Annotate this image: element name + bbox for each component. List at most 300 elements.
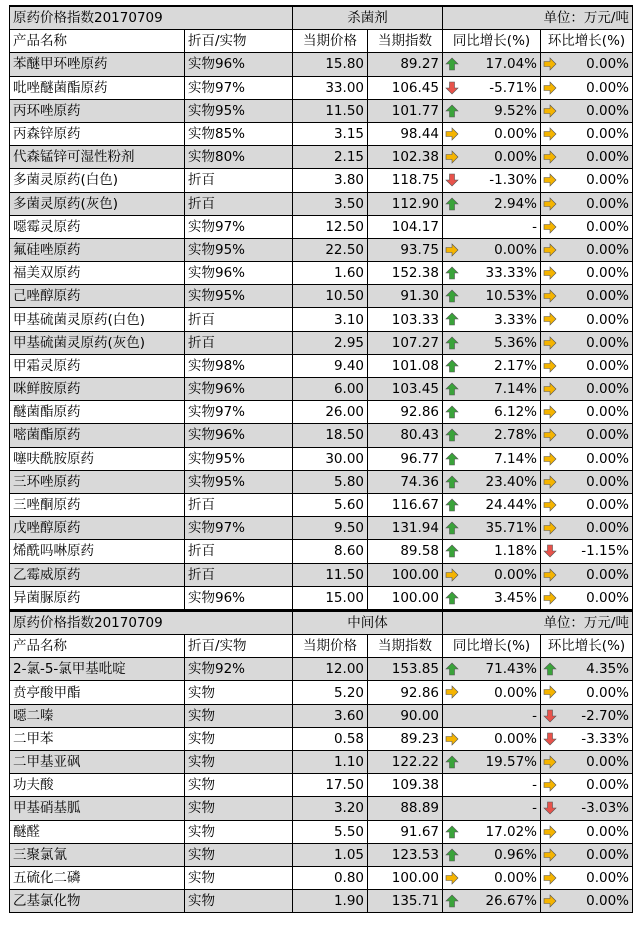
index-cell: 123.53 xyxy=(368,843,443,866)
up-arrow-icon xyxy=(445,382,459,396)
index-cell: 135.71 xyxy=(368,890,443,913)
index-cell: 100.00 xyxy=(368,586,443,609)
basis-cell: 实物96% xyxy=(185,378,293,401)
yoy-cell xyxy=(443,192,541,215)
right-arrow-icon xyxy=(543,127,557,141)
yoy-value: 0.00% xyxy=(494,870,537,887)
mom-cell xyxy=(541,681,633,704)
mom-value: 0.00% xyxy=(586,102,629,119)
mom-cell xyxy=(541,704,633,727)
product-name-cell: 咪鲜胺原药 xyxy=(10,378,185,401)
price-cell: 6.00 xyxy=(293,378,368,401)
yoy-cell xyxy=(443,169,541,192)
right-arrow-icon xyxy=(543,871,557,885)
table-row xyxy=(10,308,633,331)
yoy-value: 9.52% xyxy=(494,102,537,119)
product-name-cell: 甲基硝基胍 xyxy=(10,797,185,820)
yoy-cell xyxy=(443,493,541,516)
product-name-cell: 嘧菌酯原药 xyxy=(10,424,185,447)
yoy-cell xyxy=(443,262,541,285)
up-arrow-icon xyxy=(445,104,459,118)
header-yoy: 同比增长(%) xyxy=(443,30,541,53)
product-name-cell: 三唑酮原药 xyxy=(10,493,185,516)
mom-value: 0.00% xyxy=(586,473,629,490)
yoy-value: - xyxy=(532,707,537,724)
table-row xyxy=(10,401,633,424)
index-cell: 96.77 xyxy=(368,447,443,470)
table-row xyxy=(10,285,633,308)
index-cell: 101.08 xyxy=(368,354,443,377)
right-arrow-icon xyxy=(445,150,459,164)
mom-value: 0.00% xyxy=(586,357,629,374)
mom-cell xyxy=(541,424,633,447)
yoy-value: 2.94% xyxy=(494,195,537,212)
basis-cell: 实物95% xyxy=(185,447,293,470)
mom-cell xyxy=(541,99,633,122)
price-cell: 0.80 xyxy=(293,866,368,889)
price-cell: 11.50 xyxy=(293,563,368,586)
price-cell: 10.50 xyxy=(293,285,368,308)
table-row xyxy=(10,797,633,820)
basis-cell: 实物 xyxy=(185,774,293,797)
price-cell: 2.95 xyxy=(293,331,368,354)
right-arrow-icon xyxy=(445,127,459,141)
mom-cell xyxy=(541,866,633,889)
table-row xyxy=(10,704,633,727)
mom-cell xyxy=(541,53,633,76)
yoy-value: 17.04% xyxy=(485,56,537,73)
mom-value: 0.00% xyxy=(586,334,629,351)
yoy-value: 3.45% xyxy=(494,589,537,606)
yoy-cell xyxy=(443,563,541,586)
header-price: 当期价格 xyxy=(293,635,368,658)
yoy-cell xyxy=(443,890,541,913)
right-arrow-icon xyxy=(543,778,557,792)
basis-cell: 实物98% xyxy=(185,354,293,377)
index-cell: 91.67 xyxy=(368,820,443,843)
basis-cell: 实物 xyxy=(185,681,293,704)
price-cell: 22.50 xyxy=(293,238,368,261)
yoy-value: 35.71% xyxy=(485,520,537,537)
section-category: 中间体 xyxy=(293,611,443,635)
yoy-cell xyxy=(443,751,541,774)
header-product-name: 产品名称 xyxy=(10,635,185,658)
index-cell: 92.86 xyxy=(368,681,443,704)
index-cell: 92.86 xyxy=(368,401,443,424)
basis-cell: 实物96% xyxy=(185,586,293,609)
index-cell: 116.67 xyxy=(368,493,443,516)
table-row xyxy=(10,586,633,609)
yoy-cell xyxy=(443,146,541,169)
basis-cell: 折百 xyxy=(185,169,293,192)
header-product-name: 产品名称 xyxy=(10,30,185,53)
basis-cell: 实物95% xyxy=(185,238,293,261)
basis-cell: 实物85% xyxy=(185,122,293,145)
mom-cell xyxy=(541,774,633,797)
table-row xyxy=(10,843,633,866)
product-name-cell: 三环唑原药 xyxy=(10,470,185,493)
up-arrow-icon xyxy=(445,848,459,862)
index-cell: 118.75 xyxy=(368,169,443,192)
table-row xyxy=(10,890,633,913)
product-name-cell: 乙基氯化物 xyxy=(10,890,185,913)
yoy-value: 33.33% xyxy=(485,265,537,282)
mom-value: 0.00% xyxy=(586,566,629,583)
index-cell: 89.27 xyxy=(368,53,443,76)
yoy-value: - xyxy=(532,800,537,817)
product-name-cell: 戊唑醇原药 xyxy=(10,517,185,540)
index-cell: 89.58 xyxy=(368,540,443,563)
yoy-value: 5.36% xyxy=(494,334,537,351)
mom-cell xyxy=(541,146,633,169)
yoy-value: 2.78% xyxy=(494,427,537,444)
yoy-value: -1.30% xyxy=(489,172,537,189)
table-row xyxy=(10,331,633,354)
price-cell: 12.00 xyxy=(293,658,368,681)
table-row xyxy=(10,53,633,76)
section-title-row xyxy=(10,611,633,635)
yoy-value: 0.00% xyxy=(494,684,537,701)
right-arrow-icon xyxy=(445,732,459,746)
table-row xyxy=(10,517,633,540)
mom-value: 0.00% xyxy=(586,56,629,73)
mom-value: 0.00% xyxy=(586,79,629,96)
mom-cell xyxy=(541,658,633,681)
mom-cell xyxy=(541,797,633,820)
price-cell: 3.20 xyxy=(293,797,368,820)
index-cell: 104.17 xyxy=(368,215,443,238)
mom-value: 0.00% xyxy=(586,195,629,212)
table-row xyxy=(10,820,633,843)
price-cell: 5.20 xyxy=(293,681,368,704)
price-cell: 8.60 xyxy=(293,540,368,563)
right-arrow-icon xyxy=(543,825,557,839)
right-arrow-icon xyxy=(543,359,557,373)
yoy-cell xyxy=(443,540,541,563)
right-arrow-icon xyxy=(543,57,557,71)
basis-cell: 折百 xyxy=(185,563,293,586)
table-row xyxy=(10,238,633,261)
price-cell: 2.15 xyxy=(293,146,368,169)
basis-cell: 实物 xyxy=(185,890,293,913)
table-row xyxy=(10,424,633,447)
basis-cell: 实物 xyxy=(185,843,293,866)
price-table xyxy=(9,610,633,913)
table-row xyxy=(10,378,633,401)
basis-cell: 实物92% xyxy=(185,658,293,681)
up-arrow-icon xyxy=(445,289,459,303)
index-cell: 100.00 xyxy=(368,866,443,889)
product-name-cell: 二甲基亚砜 xyxy=(10,751,185,774)
section-unit: 单位：万元/吨 xyxy=(443,611,633,635)
mom-value: 4.35% xyxy=(586,661,629,678)
mom-cell xyxy=(541,401,633,424)
section-unit: 单位：万元/吨 xyxy=(443,6,633,30)
right-arrow-icon xyxy=(543,428,557,442)
mom-value: 0.00% xyxy=(586,497,629,514)
mom-value: 0.00% xyxy=(586,172,629,189)
mom-cell xyxy=(541,378,633,401)
yoy-cell xyxy=(443,53,541,76)
right-arrow-icon xyxy=(543,405,557,419)
up-arrow-icon xyxy=(445,544,459,558)
index-cell: 98.44 xyxy=(368,122,443,145)
yoy-cell xyxy=(443,285,541,308)
basis-cell: 折百 xyxy=(185,540,293,563)
product-name-cell: 甲霜灵原药 xyxy=(10,354,185,377)
index-cell: 131.94 xyxy=(368,517,443,540)
product-name-cell: 丙森锌原药 xyxy=(10,122,185,145)
basis-cell: 实物96% xyxy=(185,53,293,76)
right-arrow-icon xyxy=(543,498,557,512)
yoy-cell xyxy=(443,401,541,424)
yoy-value: 0.00% xyxy=(494,566,537,583)
basis-cell: 实物96% xyxy=(185,424,293,447)
product-name-cell: 醚醛 xyxy=(10,820,185,843)
price-cell: 15.80 xyxy=(293,53,368,76)
index-cell: 102.38 xyxy=(368,146,443,169)
basis-cell: 折百 xyxy=(185,493,293,516)
price-cell: 12.50 xyxy=(293,215,368,238)
table-row xyxy=(10,169,633,192)
yoy-cell xyxy=(443,331,541,354)
price-table xyxy=(9,5,633,610)
price-cell: 15.00 xyxy=(293,586,368,609)
index-cell: 153.85 xyxy=(368,658,443,681)
yoy-cell xyxy=(443,308,541,331)
yoy-cell xyxy=(443,820,541,843)
basis-cell: 实物97% xyxy=(185,215,293,238)
yoy-cell xyxy=(443,517,541,540)
mom-value: 0.00% xyxy=(586,218,629,235)
basis-cell: 实物97% xyxy=(185,401,293,424)
header-index: 当期指数 xyxy=(368,635,443,658)
index-cell: 80.43 xyxy=(368,424,443,447)
basis-cell: 实物 xyxy=(185,820,293,843)
index-cell: 88.89 xyxy=(368,797,443,820)
mom-value: 0.00% xyxy=(586,870,629,887)
down-arrow-icon xyxy=(543,732,557,746)
yoy-value: 24.44% xyxy=(485,497,537,514)
mom-value: 0.00% xyxy=(586,520,629,537)
yoy-cell xyxy=(443,843,541,866)
product-name-cell: 2-氯-5-氯甲基吡啶 xyxy=(10,658,185,681)
yoy-value: 1.18% xyxy=(494,543,537,560)
price-cell: 9.40 xyxy=(293,354,368,377)
right-arrow-icon xyxy=(543,312,557,326)
mom-value: 0.00% xyxy=(586,893,629,910)
header-index: 当期指数 xyxy=(368,30,443,53)
basis-cell: 实物 xyxy=(185,727,293,750)
up-arrow-icon xyxy=(543,662,557,676)
right-arrow-icon xyxy=(543,81,557,95)
mom-value: -2.70% xyxy=(581,707,629,724)
right-arrow-icon xyxy=(543,382,557,396)
header-mom: 环比增长(%) xyxy=(541,635,633,658)
mom-value: -3.03% xyxy=(581,800,629,817)
yoy-value: 2.17% xyxy=(494,357,537,374)
price-cell: 1.90 xyxy=(293,890,368,913)
basis-cell: 实物95% xyxy=(185,99,293,122)
right-arrow-icon xyxy=(543,220,557,234)
up-arrow-icon xyxy=(445,197,459,211)
product-name-cell: 吡唑醚菌酯原药 xyxy=(10,76,185,99)
mom-cell xyxy=(541,470,633,493)
mom-cell xyxy=(541,890,633,913)
right-arrow-icon xyxy=(445,871,459,885)
up-arrow-icon xyxy=(445,591,459,605)
price-index-sheet xyxy=(9,5,632,913)
product-name-cell: 代森锰锌可湿性粉剂 xyxy=(10,146,185,169)
yoy-cell xyxy=(443,774,541,797)
header-price: 当期价格 xyxy=(293,30,368,53)
section-title: 原药价格指数20170709 xyxy=(10,611,293,635)
table-row xyxy=(10,563,633,586)
mom-value: 0.00% xyxy=(586,823,629,840)
up-arrow-icon xyxy=(445,755,459,769)
right-arrow-icon xyxy=(543,568,557,582)
down-arrow-icon xyxy=(445,81,459,95)
mom-cell xyxy=(541,308,633,331)
right-arrow-icon xyxy=(543,336,557,350)
price-cell: 30.00 xyxy=(293,447,368,470)
right-arrow-icon xyxy=(543,475,557,489)
index-cell: 89.23 xyxy=(368,727,443,750)
down-arrow-icon xyxy=(543,544,557,558)
mom-cell xyxy=(541,540,633,563)
up-arrow-icon xyxy=(445,57,459,71)
mom-cell xyxy=(541,169,633,192)
yoy-cell xyxy=(443,238,541,261)
up-arrow-icon xyxy=(445,475,459,489)
table-row xyxy=(10,192,633,215)
right-arrow-icon xyxy=(543,894,557,908)
yoy-cell xyxy=(443,378,541,401)
index-cell: 106.45 xyxy=(368,76,443,99)
yoy-value: 6.12% xyxy=(494,404,537,421)
product-name-cell: 甲基硫菌灵原药(灰色) xyxy=(10,331,185,354)
product-name-cell: 烯酰吗啉原药 xyxy=(10,540,185,563)
basis-cell: 实物 xyxy=(185,797,293,820)
index-cell: 101.77 xyxy=(368,99,443,122)
up-arrow-icon xyxy=(445,498,459,512)
table-row xyxy=(10,540,633,563)
up-arrow-icon xyxy=(445,452,459,466)
mom-cell xyxy=(541,262,633,285)
mom-value: 0.00% xyxy=(586,404,629,421)
product-name-cell: 贲亭酸甲酯 xyxy=(10,681,185,704)
yoy-value: 0.00% xyxy=(494,730,537,747)
price-cell: 1.05 xyxy=(293,843,368,866)
product-name-cell: 三聚氯氰 xyxy=(10,843,185,866)
yoy-cell xyxy=(443,76,541,99)
basis-cell: 实物97% xyxy=(185,517,293,540)
down-arrow-icon xyxy=(543,801,557,815)
index-cell: 103.33 xyxy=(368,308,443,331)
right-arrow-icon xyxy=(543,289,557,303)
yoy-value: 23.40% xyxy=(485,473,537,490)
right-arrow-icon xyxy=(543,755,557,769)
price-section xyxy=(9,610,632,913)
mom-value: 0.00% xyxy=(586,381,629,398)
mom-cell xyxy=(541,751,633,774)
product-name-cell: 氟硅唑原药 xyxy=(10,238,185,261)
yoy-cell xyxy=(443,122,541,145)
right-arrow-icon xyxy=(543,104,557,118)
yoy-cell xyxy=(443,866,541,889)
table-row xyxy=(10,751,633,774)
right-arrow-icon xyxy=(445,243,459,257)
mom-cell xyxy=(541,285,633,308)
up-arrow-icon xyxy=(445,428,459,442)
price-cell: 9.50 xyxy=(293,517,368,540)
yoy-cell xyxy=(443,424,541,447)
mom-cell xyxy=(541,517,633,540)
mom-value: 0.00% xyxy=(586,450,629,467)
price-cell: 33.00 xyxy=(293,76,368,99)
price-cell: 3.60 xyxy=(293,704,368,727)
up-arrow-icon xyxy=(445,894,459,908)
yoy-cell xyxy=(443,354,541,377)
up-arrow-icon xyxy=(445,336,459,350)
yoy-value: -5.71% xyxy=(489,79,537,96)
price-cell: 3.80 xyxy=(293,169,368,192)
price-cell: 3.15 xyxy=(293,122,368,145)
right-arrow-icon xyxy=(543,197,557,211)
mom-value: 0.00% xyxy=(586,126,629,143)
mom-value: 0.00% xyxy=(586,427,629,444)
table-row xyxy=(10,447,633,470)
basis-cell: 实物 xyxy=(185,866,293,889)
table-row xyxy=(10,658,633,681)
basis-cell: 实物96% xyxy=(185,262,293,285)
index-cell: 103.45 xyxy=(368,378,443,401)
basis-cell: 折百 xyxy=(185,308,293,331)
product-name-cell: 醚菌酯原药 xyxy=(10,401,185,424)
table-row xyxy=(10,470,633,493)
mom-value: 0.00% xyxy=(586,265,629,282)
product-name-cell: 功夫酸 xyxy=(10,774,185,797)
mom-cell xyxy=(541,238,633,261)
header-mom: 环比增长(%) xyxy=(541,30,633,53)
index-cell: 91.30 xyxy=(368,285,443,308)
yoy-cell xyxy=(443,681,541,704)
table-row xyxy=(10,493,633,516)
yoy-cell xyxy=(443,704,541,727)
right-arrow-icon xyxy=(543,243,557,257)
up-arrow-icon xyxy=(445,359,459,373)
yoy-value: 19.57% xyxy=(485,754,537,771)
yoy-value: 7.14% xyxy=(494,450,537,467)
table-row xyxy=(10,262,633,285)
mom-value: 0.00% xyxy=(586,241,629,258)
table-row xyxy=(10,99,633,122)
yoy-value: 10.53% xyxy=(485,288,537,305)
price-cell: 0.58 xyxy=(293,727,368,750)
up-arrow-icon xyxy=(445,405,459,419)
yoy-value: 0.00% xyxy=(494,126,537,143)
mom-value: 0.00% xyxy=(586,846,629,863)
basis-cell: 实物 xyxy=(185,704,293,727)
price-cell: 17.50 xyxy=(293,774,368,797)
mom-value: 0.00% xyxy=(586,288,629,305)
price-cell: 11.50 xyxy=(293,99,368,122)
mom-cell xyxy=(541,447,633,470)
product-name-cell: 噁二嗪 xyxy=(10,704,185,727)
mom-cell xyxy=(541,586,633,609)
mom-value: 0.00% xyxy=(586,149,629,166)
table-row xyxy=(10,681,633,704)
